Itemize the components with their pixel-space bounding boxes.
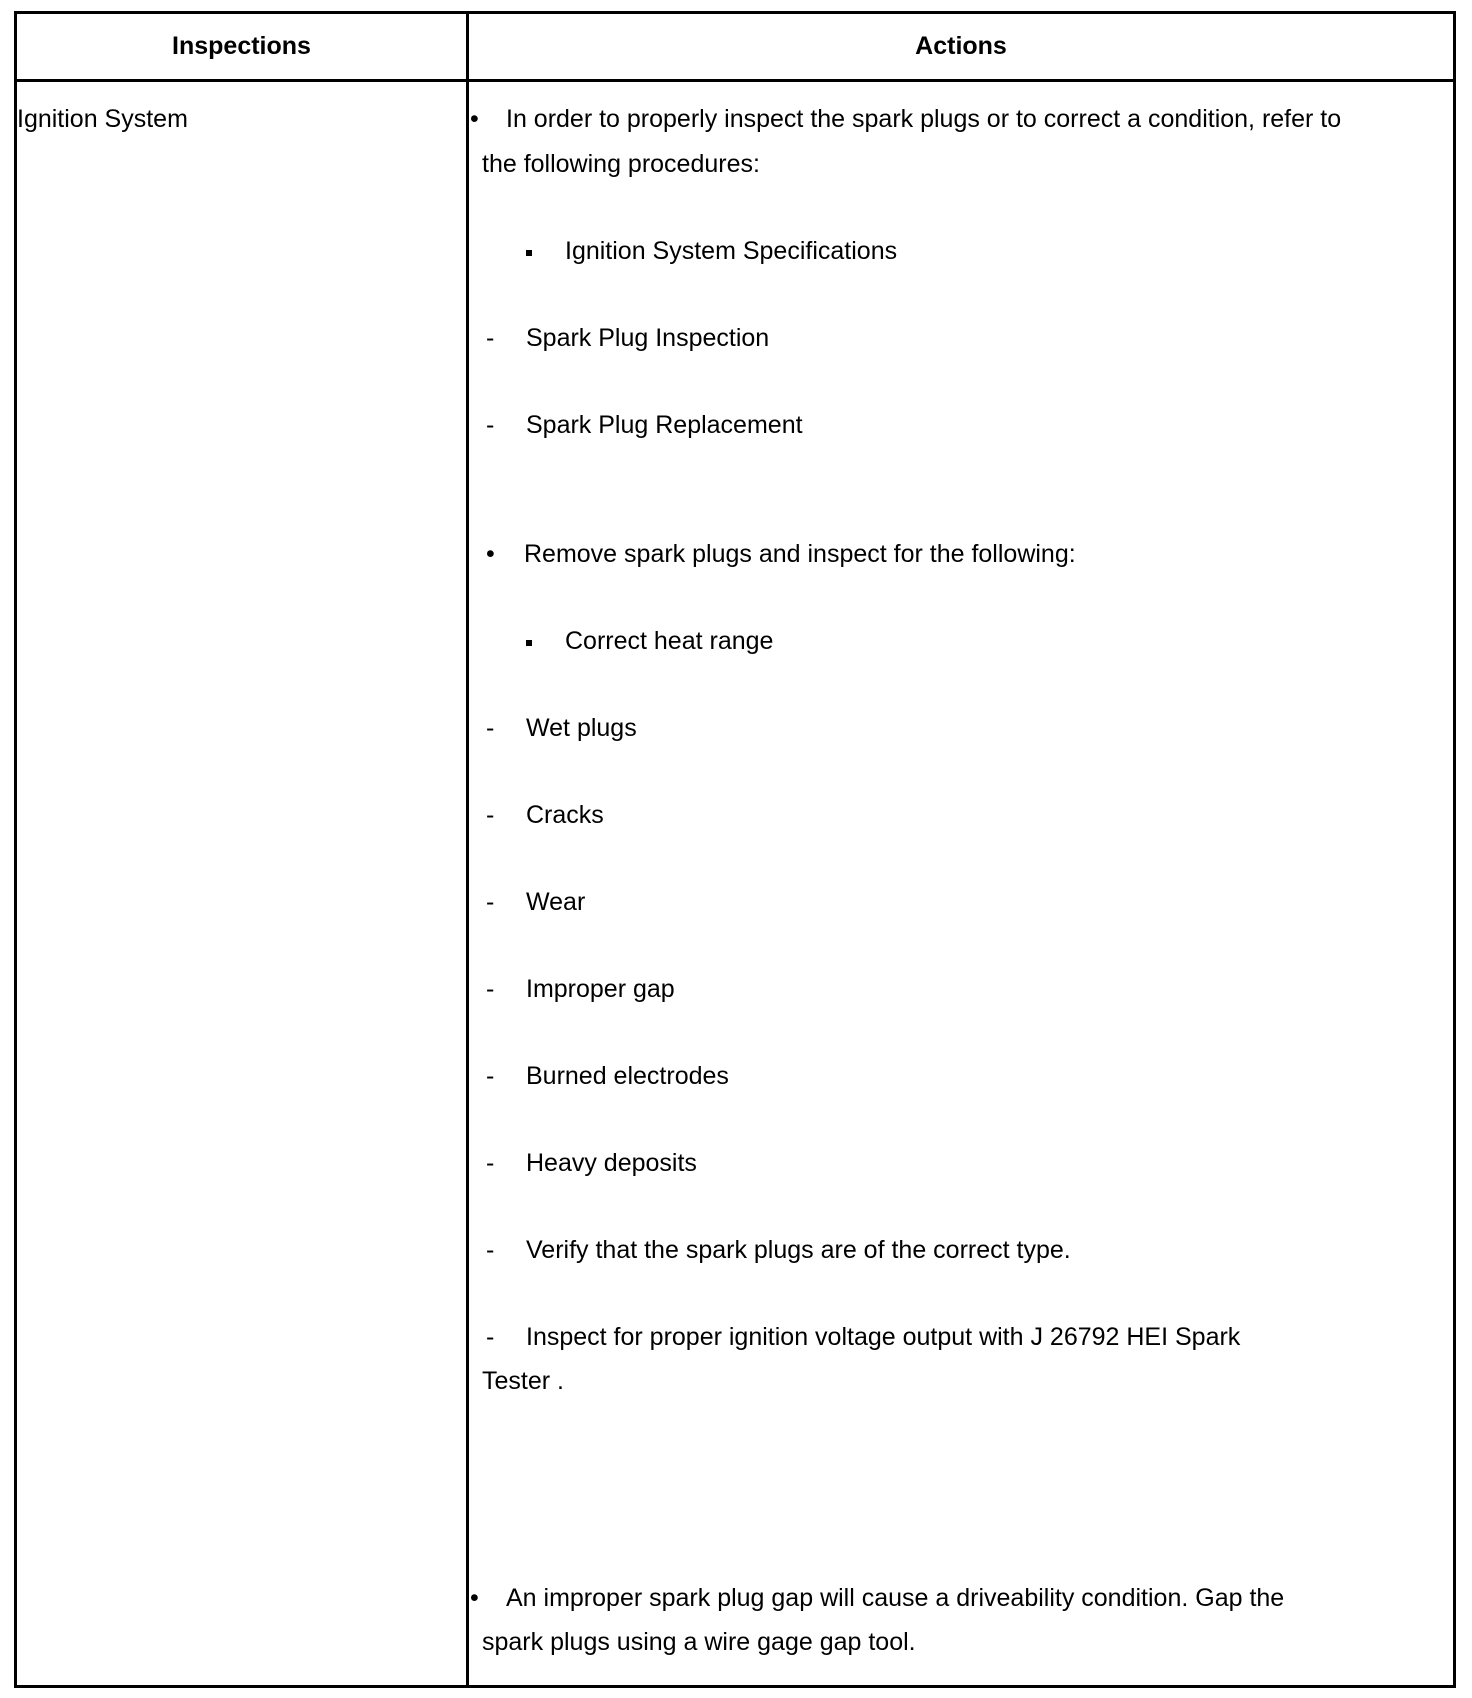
- bullet-marker: •: [470, 105, 479, 133]
- dash-marker: -: [486, 1236, 495, 1264]
- dash-marker: -: [486, 1149, 495, 1177]
- procedure-item: Spark Plug Replacement: [526, 411, 803, 439]
- dash-marker: -: [486, 801, 495, 829]
- gap-note-line1: An improper spark plug gap will cause a driveability condition. Gap the: [506, 1584, 1285, 1612]
- header-inspections: Inspections: [172, 32, 311, 60]
- inspect-item: Wet plugs: [526, 714, 637, 742]
- inspect-intro: Remove spark plugs and inspect for the following:: [524, 540, 1076, 568]
- inspect-item: Heavy deposits: [526, 1149, 697, 1177]
- column-divider: [466, 11, 469, 1688]
- inspect-item: Burned electrodes: [526, 1062, 729, 1090]
- inspect-item: Improper gap: [526, 975, 675, 1003]
- bullet-marker: •: [486, 540, 495, 568]
- procedures-intro-line2: the following procedures:: [482, 150, 760, 178]
- procedure-item: Spark Plug Inspection: [526, 324, 770, 352]
- dash-marker: -: [486, 324, 495, 352]
- square-bullet-icon: [526, 250, 532, 256]
- dash-marker: -: [486, 714, 495, 742]
- dash-marker: -: [486, 1062, 495, 1090]
- inspect-item: Inspect for proper ignition voltage output with J 26792 HEI Spark: [526, 1323, 1241, 1351]
- header-actions: Actions: [915, 32, 1007, 60]
- inspect-item: Wear: [526, 888, 586, 916]
- inspect-item: Cracks: [526, 801, 604, 829]
- header-divider: [14, 79, 1456, 82]
- dash-marker: -: [486, 975, 495, 1003]
- dash-marker: -: [486, 888, 495, 916]
- bullet-marker: •: [470, 1584, 479, 1612]
- square-bullet-icon: [526, 640, 532, 646]
- dash-marker: -: [486, 1323, 495, 1351]
- inspect-item: Correct heat range: [565, 627, 774, 655]
- gap-note-line2: spark plugs using a wire gage gap tool.: [482, 1628, 916, 1656]
- procedure-item: Ignition System Specifications: [565, 237, 898, 265]
- dash-marker: -: [486, 411, 495, 439]
- inspect-item: Verify that the spark plugs are of the correct type.: [526, 1236, 1071, 1264]
- inspection-ignition-system: Ignition System: [17, 105, 188, 133]
- inspect-item-continuation: Tester .: [482, 1367, 564, 1395]
- procedures-intro-line1: In order to properly inspect the spark plugs or to correct a condition, refer to: [506, 105, 1342, 133]
